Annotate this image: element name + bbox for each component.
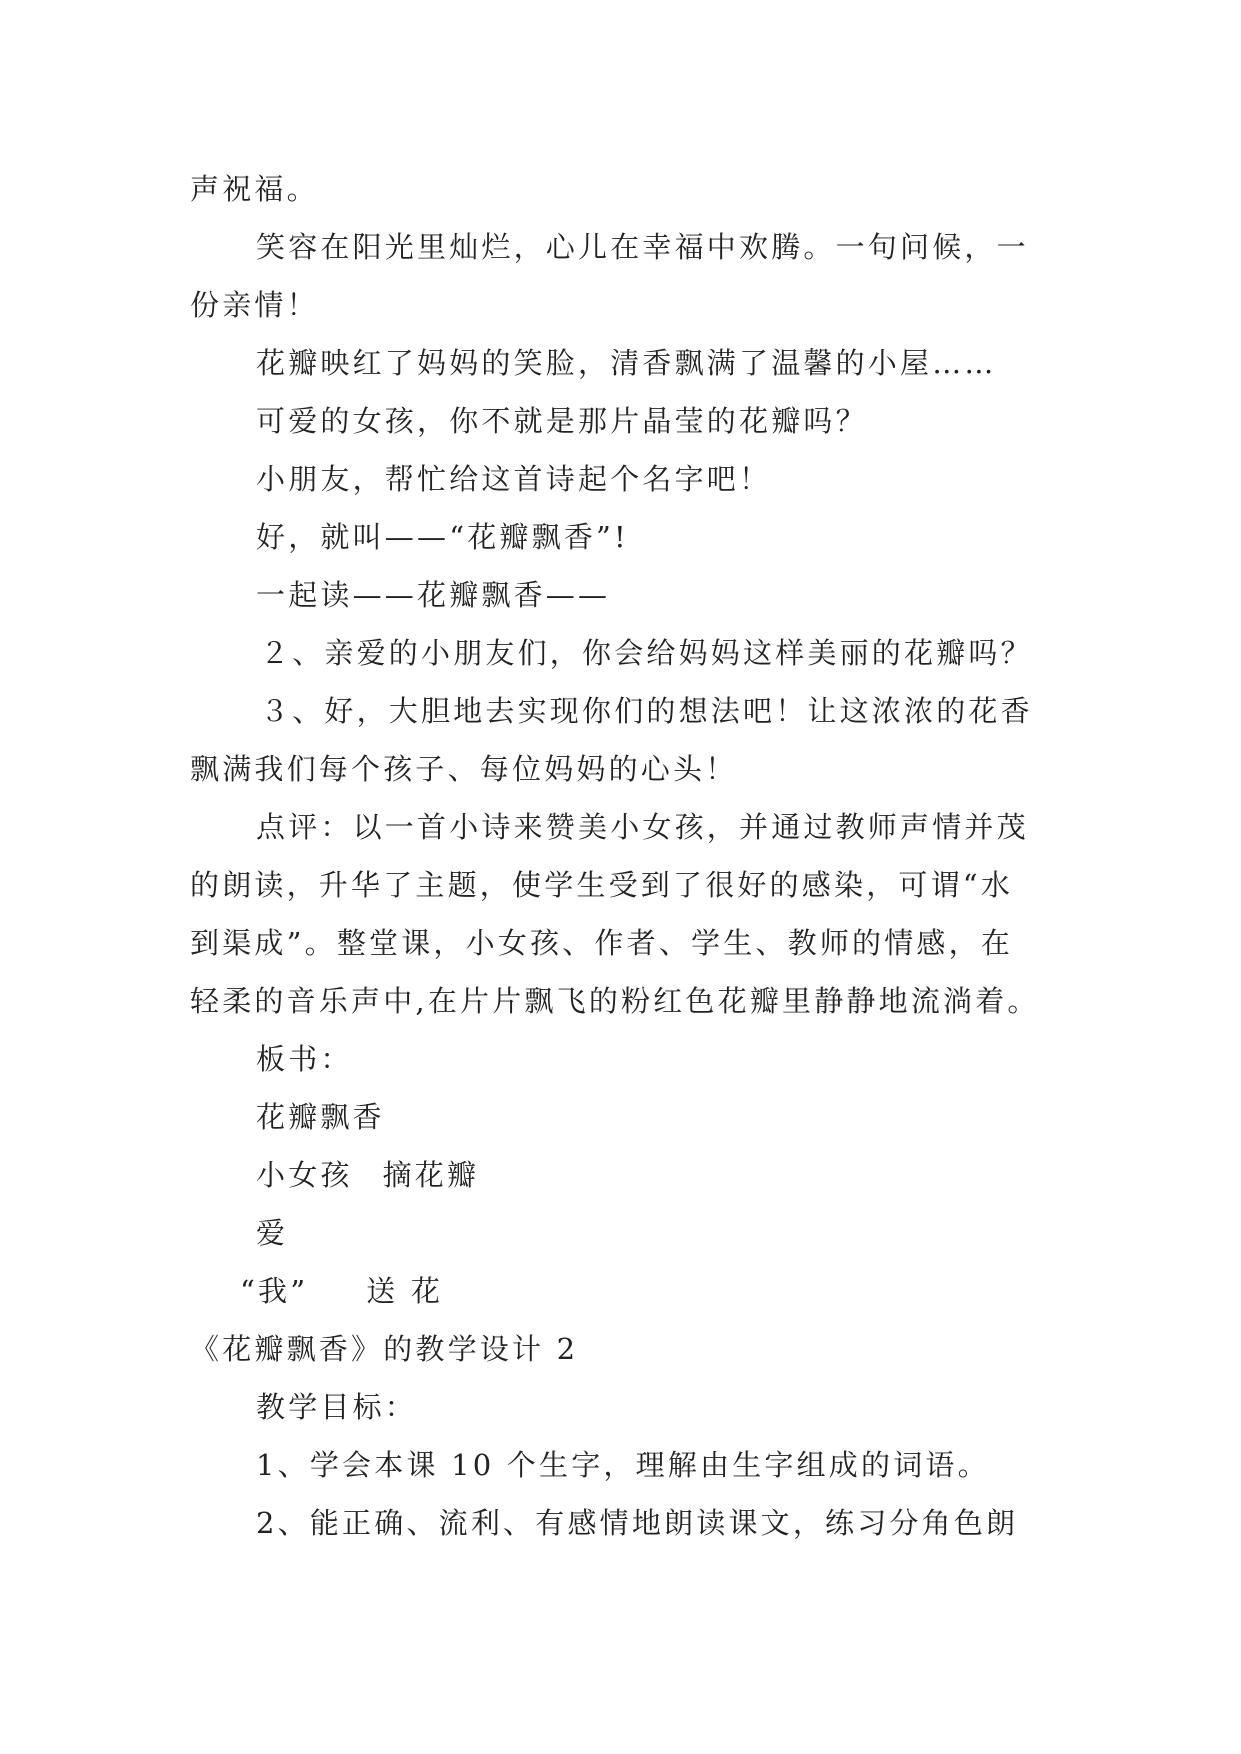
section-heading: 《花瓣飘香》的教学设计 2 <box>190 1332 579 1366</box>
text-line: ２、亲爱的小朋友们，你会给妈妈这样美丽的花瓣吗？ <box>260 636 1033 670</box>
text-line: 好，就叫——“花瓣飘香”! <box>256 520 629 554</box>
board-subject: 小女孩 <box>256 1158 353 1192</box>
text-line: 份亲情！ <box>190 288 319 322</box>
text-line: 花瓣飘香 <box>256 1100 385 1134</box>
board-action: 送 花 <box>366 1274 444 1308</box>
document-page <box>190 160 1070 1552</box>
text-line: 一起读——花瓣飘香—— <box>256 578 611 612</box>
board-subject: “我” <box>240 1274 309 1308</box>
text-line: 笑容在阳光里灿烂，心儿在幸福中欢腾。一句问候，一 <box>256 230 1029 264</box>
text-line: 板书： <box>256 1042 353 1076</box>
text-line: 爱 <box>256 1216 289 1250</box>
text-line: 到渠成”。整堂课，小女孩、作者、学生、教师的情感，在 <box>190 926 1014 960</box>
text-line: 花瓣映红了妈妈的笑脸，清香飘满了温馨的小屋…… <box>256 346 997 380</box>
text-line: 可爱的女孩，你不就是那片晶莹的花瓣吗？ <box>256 404 868 438</box>
text-line: 2、能正确、流利、有感情地朗读课文，练习分角色朗 <box>256 1506 1019 1540</box>
text-line: 点评：以一首小诗来赞美小女孩，并通过教师声情并茂 <box>256 810 1029 844</box>
text-line: 轻柔的音乐声中,在片片飘飞的粉红色花瓣里静静地流淌着。 <box>190 984 1040 1018</box>
text-line: 1、学会本课 10 个生字，理解由生字组成的词语。 <box>256 1448 990 1482</box>
text-line: 声祝福。 <box>190 172 319 206</box>
board-row <box>190 1262 1070 1320</box>
board-row <box>190 1146 1070 1204</box>
text-line: 飘满我们每个孩子、每位妈妈的心头！ <box>190 752 738 786</box>
text-line: 教学目标： <box>256 1390 418 1424</box>
text-line: 小朋友，帮忙给这首诗起个名字吧！ <box>256 462 772 496</box>
text-line: 的朗读，升华了主题，使学生受到了很好的感染，可谓“水 <box>190 868 1014 902</box>
text-line: ３、好，大胆地去实现你们的想法吧！让这浓浓的花香 <box>260 694 1033 728</box>
board-action: 摘花瓣 <box>382 1158 480 1192</box>
